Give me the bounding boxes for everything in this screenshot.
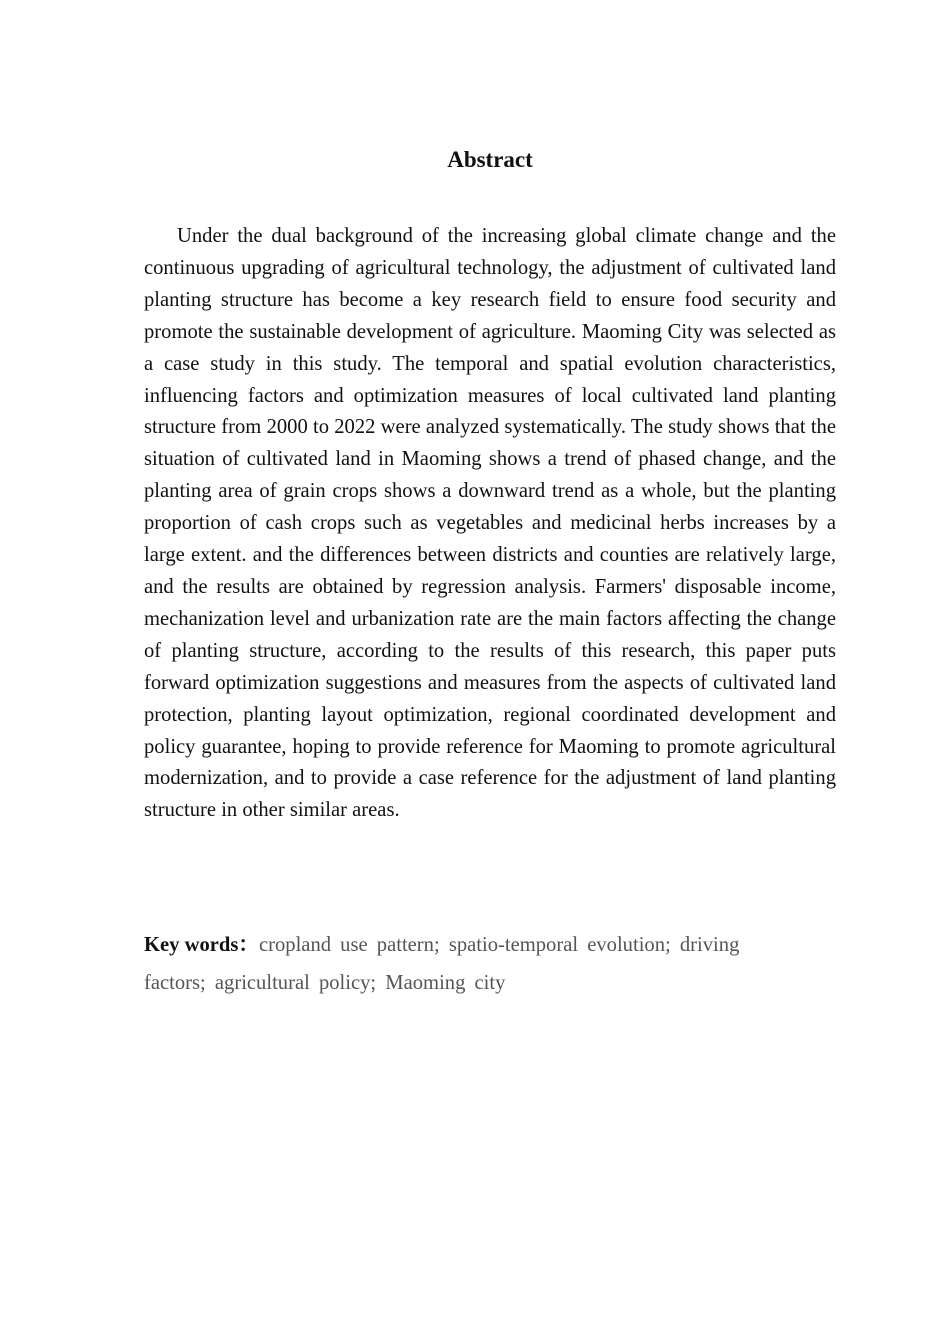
keywords-line (144, 926, 806, 1002)
keywords-label: Key words： (144, 934, 259, 956)
abstract-title: Abstract (447, 147, 533, 172)
abstract-body-text: Under the dual background of the increasing global climate change and the continuous upgrading of agricultural technology, the adjustment of cultivated land planting structure has become a key research field to ensure food security and promote the sustainable development of agriculture. Maoming City was selected as a case study in this study. The temporal and spatial evolution characteristics, influencing factors and optimization measures of local cultivated land planting structure from 2000 to 2022 were analyzed systematically. The study shows that the situation of cultivated land in Maoming shows a trend of phased change, and the planting area of grain crops shows a downward trend as a whole, but the planting proportion of cash crops such as vegetables and medicinal herbs increases by a large extent. and the differences between districts and counties are relatively large, and the results are obtained by regression analysis. Farmers' disposable income, mechanization level and urbanization rate are the main factors affecting the change of planting structure, according to the results of this research, this paper puts forward optimization suggestions and measures from the aspects of cultivated land protection, planting layout optimization, regional coordinated development and policy guarantee, hoping to provide reference for Maoming to promote agricultural modernization, and to provide a case reference for the adjustment of land planting structure in other similar areas. (144, 225, 836, 822)
keywords-values: cropland use pattern; spatio-temporal evolution; driving factors; agricultural policy; Maoming city (144, 934, 740, 994)
